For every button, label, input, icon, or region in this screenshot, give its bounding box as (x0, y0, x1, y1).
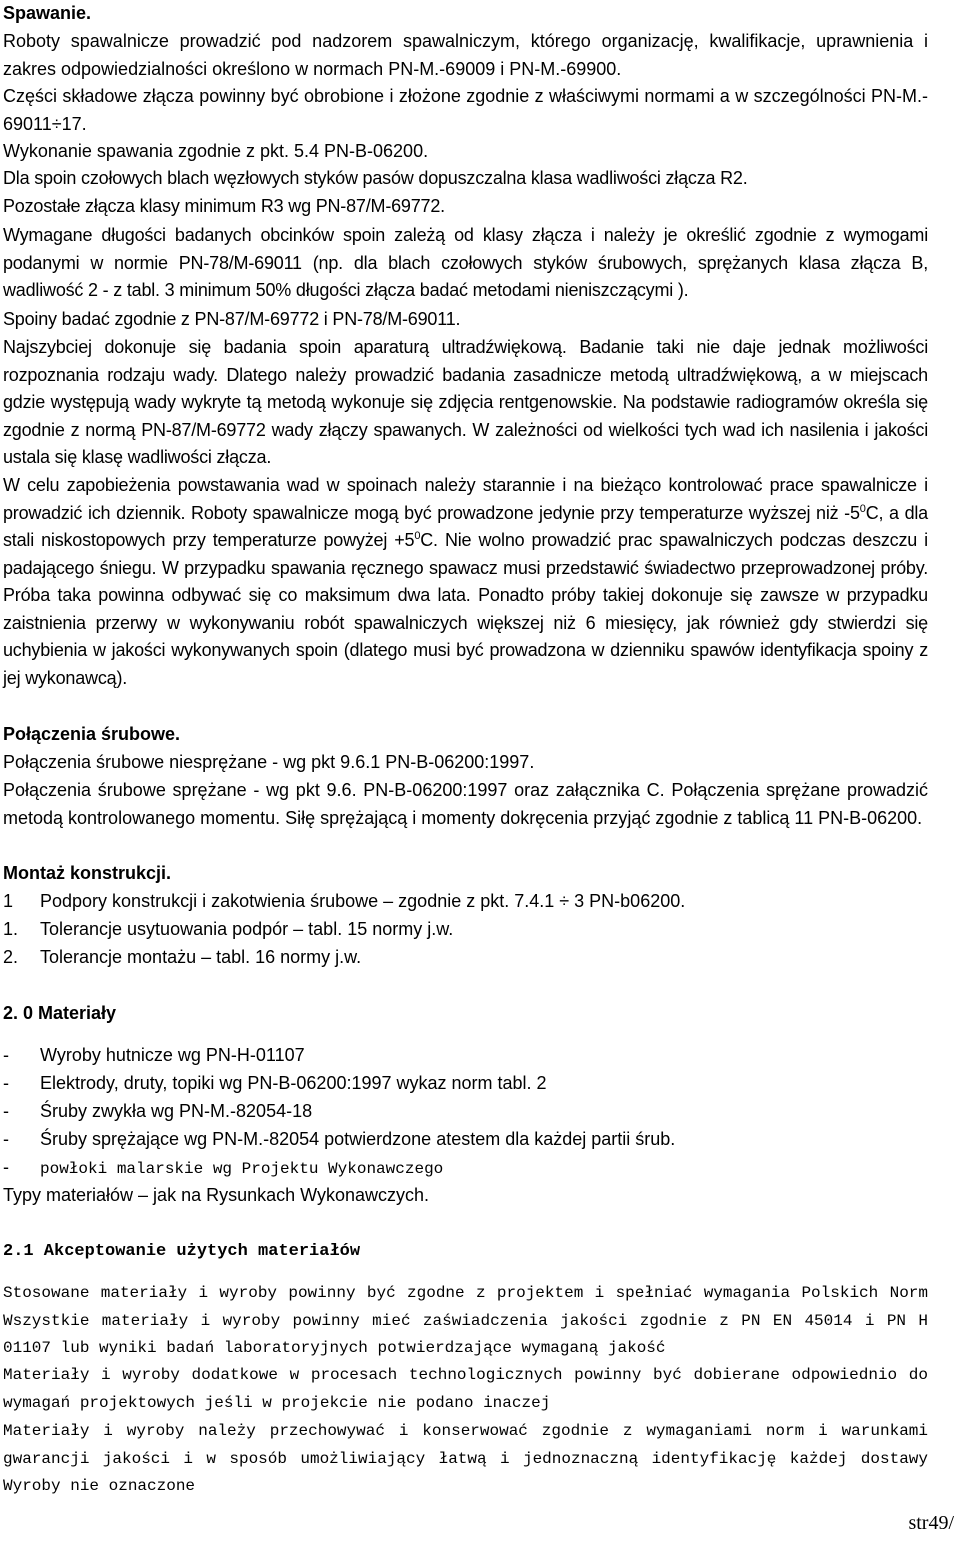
list-item (3, 1126, 928, 1154)
page-number: str49/ (908, 1512, 954, 1534)
paragraph-materialy-dodatkowe: Materiały i wyroby dodatkowe w procesach technologicznych powinny być dobierane odpowiednio do wymagań projektowych jeśli w projekcie nie podano inaczej (3, 1366, 928, 1412)
paragraph-typy-materialow: Typy materiałów – jak na Rysunkach Wykonawczych. (3, 1185, 430, 1205)
section-heading-akceptowanie: 2.1 Akceptowanie użytych materiałów (3, 1242, 361, 1261)
superscript-degree-1: 0 (859, 502, 866, 515)
list-number: 1 (3, 891, 14, 911)
list-text: Elektrody, druty, topiki wg PN-B-06200:1997 wykaz norm tabl. 2 (40, 1073, 547, 1093)
list-item (3, 1042, 928, 1070)
section-heading-materialy: 2. 0 Materiały (3, 1003, 117, 1023)
list-text: Śruby zwykła wg PN-M.-82054-18 (40, 1101, 313, 1121)
list-text: Podpory konstrukcji i zakotwienia śrubowe – zgodnie z pkt. 7.4.1 ÷ 3 PN-b06200. (40, 891, 686, 911)
list-item (3, 916, 928, 944)
list-dash: - (3, 1157, 9, 1177)
section-heading-spawanie: Spawanie. (3, 3, 92, 23)
paragraph-przechowywanie: Materiały i wyroby należy przechowywać i konserwować zgodnie z wymaganiami norm i warunkami gwarancji jakości i w sposób umożliwiający łatwą i jednoznaczną identyfikację każdej dostawy Wyroby nie oznaczone (3, 1422, 928, 1495)
list-text: Tolerancje montażu – tabl. 16 normy j.w. (40, 947, 362, 967)
text-part-1: W celu zapobieżenia powstawania wad w spoinach należy starannie i na bieżąco kontrolować prace spawalnicze i prowadzić ich dziennik. Roboty spawalnicze mogą być prowadzone jedynie przy temperaturze wyższej niż -5 (3, 475, 928, 523)
paragraph-ultradzwieki: Najszybciej dokonuje się badania spoin aparaturą ultradźwiękową. Badanie taki nie daje jednak możliwości rozpoznania rodzaju wady. Dlatego należy prowadzić badania zasadnicze metodą ultradźwiękową, a w miejscach gdzie występują wady wykryte tą metodą wykonuje się zdjęcia rentgenowskie. Na podstawie radiogramów określa się zgodnie z normą PN-87/M-69772 wady złączy spawanych. W zależności od wielkości tych wad ich nasilenia i jakości ustala się klasę wadliwości złącza. (3, 337, 928, 467)
list-text: Tolerancje usytuowania podpór – tabl. 15 normy j.w. (40, 919, 454, 939)
list-item (3, 1154, 928, 1184)
list-item (3, 944, 928, 972)
paragraph-badanie-spoin: Spoiny badać zgodnie z PN-87/M-69772 i PN-78/M-69011. (3, 309, 461, 329)
list-dash: - (3, 1045, 9, 1065)
list-dash: - (3, 1073, 9, 1093)
section-heading-polaczenia-srubowe: Połączenia śrubowe. (3, 724, 181, 744)
section-heading-montaz: Montaż konstrukcji. (3, 863, 172, 883)
paragraph-spoiny-czolowe: Dla spoin czołowych blach węzłowych styków pasów dopuszczalna klasa wadliwości złącza R2. (3, 168, 748, 188)
paragraph-stosowane-materialy: Stosowane materiały i wyroby powinny być zgodne z projektem i spełniać wymagania Polskich Norm Wszystkie materiały i wyroby powinny mieć zaświadczenia jakości zgodnie z PN EN 45014 i PN H 01107 lub wyniki badań laboratoryjnych potwierdzające wymaganą jakość (3, 1284, 928, 1357)
list-number: 1. (3, 919, 19, 939)
list-item (3, 1098, 928, 1126)
text-part-3: C. Nie wolno prowadzić prac spawalniczych podczas deszczu i padającego śniegu. W przypadku spawania ręcznego spawacz musi przedstawić świadectwo przeprowadzonej próby. Próba taka powinna odbywać się co maksimum dwa lata. Ponadto próby takiej dokonuje się zawsze w przypadku zaistnienia przerwy w wykonywaniu robót spawalniczych większej niż 6 miesięcy, jak również gdy stwierdzi się uchybienia w jakości wykonywanych spoin (dlatego musi być prowadzona w dzienniku spawów identyfikacja spoiny z jej wykonawcą). (3, 530, 928, 688)
superscript-degree-2: 0 (414, 530, 421, 542)
paragraph-nadzor: Roboty spawalnicze prowadzić pod nadzorem spawalniczym, którego organizację, kwalifikacje, uprawnienia i zakres odpowiedzialności określono w normach PN-M.-69009 i PN-M.-69900. (3, 31, 928, 79)
text-part-2: C, a dla stali niskostopowych przy temperaturze powyżej +5 (3, 502, 928, 550)
list-text: Śruby sprężające wg PN-M.-82054 potwierdzone atestem dla każdej partii śrub. (40, 1129, 676, 1149)
paragraph-dlugosci-obcinkow: Wymagane długości badanych obcinków spoin zależą od klasy złącza i należy je określić zgodnie z wymogami podanymi w normie PN-78/M-69011 (np. dla blach czołowych styków śrubowych, sprężanych klasa złącza B, wadliwość 2 - z tabl. 3 minimum 50% długości złącza badać metodami nieniszczącymi ). (3, 225, 928, 300)
list-text: Wyroby hutnicze wg PN-H-01107 (40, 1045, 305, 1065)
list-item (3, 888, 928, 916)
paragraph-czesci-skladowe: Części składowe złącza powinny być obrobione i złożone zgodnie z właściwymi normami a w szczególności PN-M.- 69011÷17. (3, 86, 928, 134)
list-number: 2. (3, 947, 19, 967)
paragraph-pozostale-zlacza: Pozostałe złącza klasy minimum R3 wg PN-87/M-69772. (3, 196, 445, 216)
list-dash: - (3, 1101, 9, 1121)
list-item (3, 1070, 928, 1098)
paragraph-niesprezane: Połączenia śrubowe niesprężane - wg pkt 9.6.1 PN-B-06200:1997. (3, 752, 535, 772)
paragraph-wykonanie-spawania: Wykonanie spawania zgodnie z pkt. 5.4 PN-B-06200. (3, 141, 429, 161)
list-text: powłoki malarskie wg Projektu Wykonawczego (40, 1160, 444, 1178)
list-dash: - (3, 1129, 9, 1149)
paragraph-sprezane: Połączenia śrubowe sprężane - wg pkt 9.6. PN-B-06200:1997 oraz załącznika C. Połączenia sprężane prowadzić metodą kontrolowanego momentu. Siłę sprężającą i momenty dokręcenia przyjąć zgodnie z tablicą 11 PN-B-06200. (3, 780, 928, 828)
paragraph-zapobieganie-wadom (3, 472, 928, 692)
